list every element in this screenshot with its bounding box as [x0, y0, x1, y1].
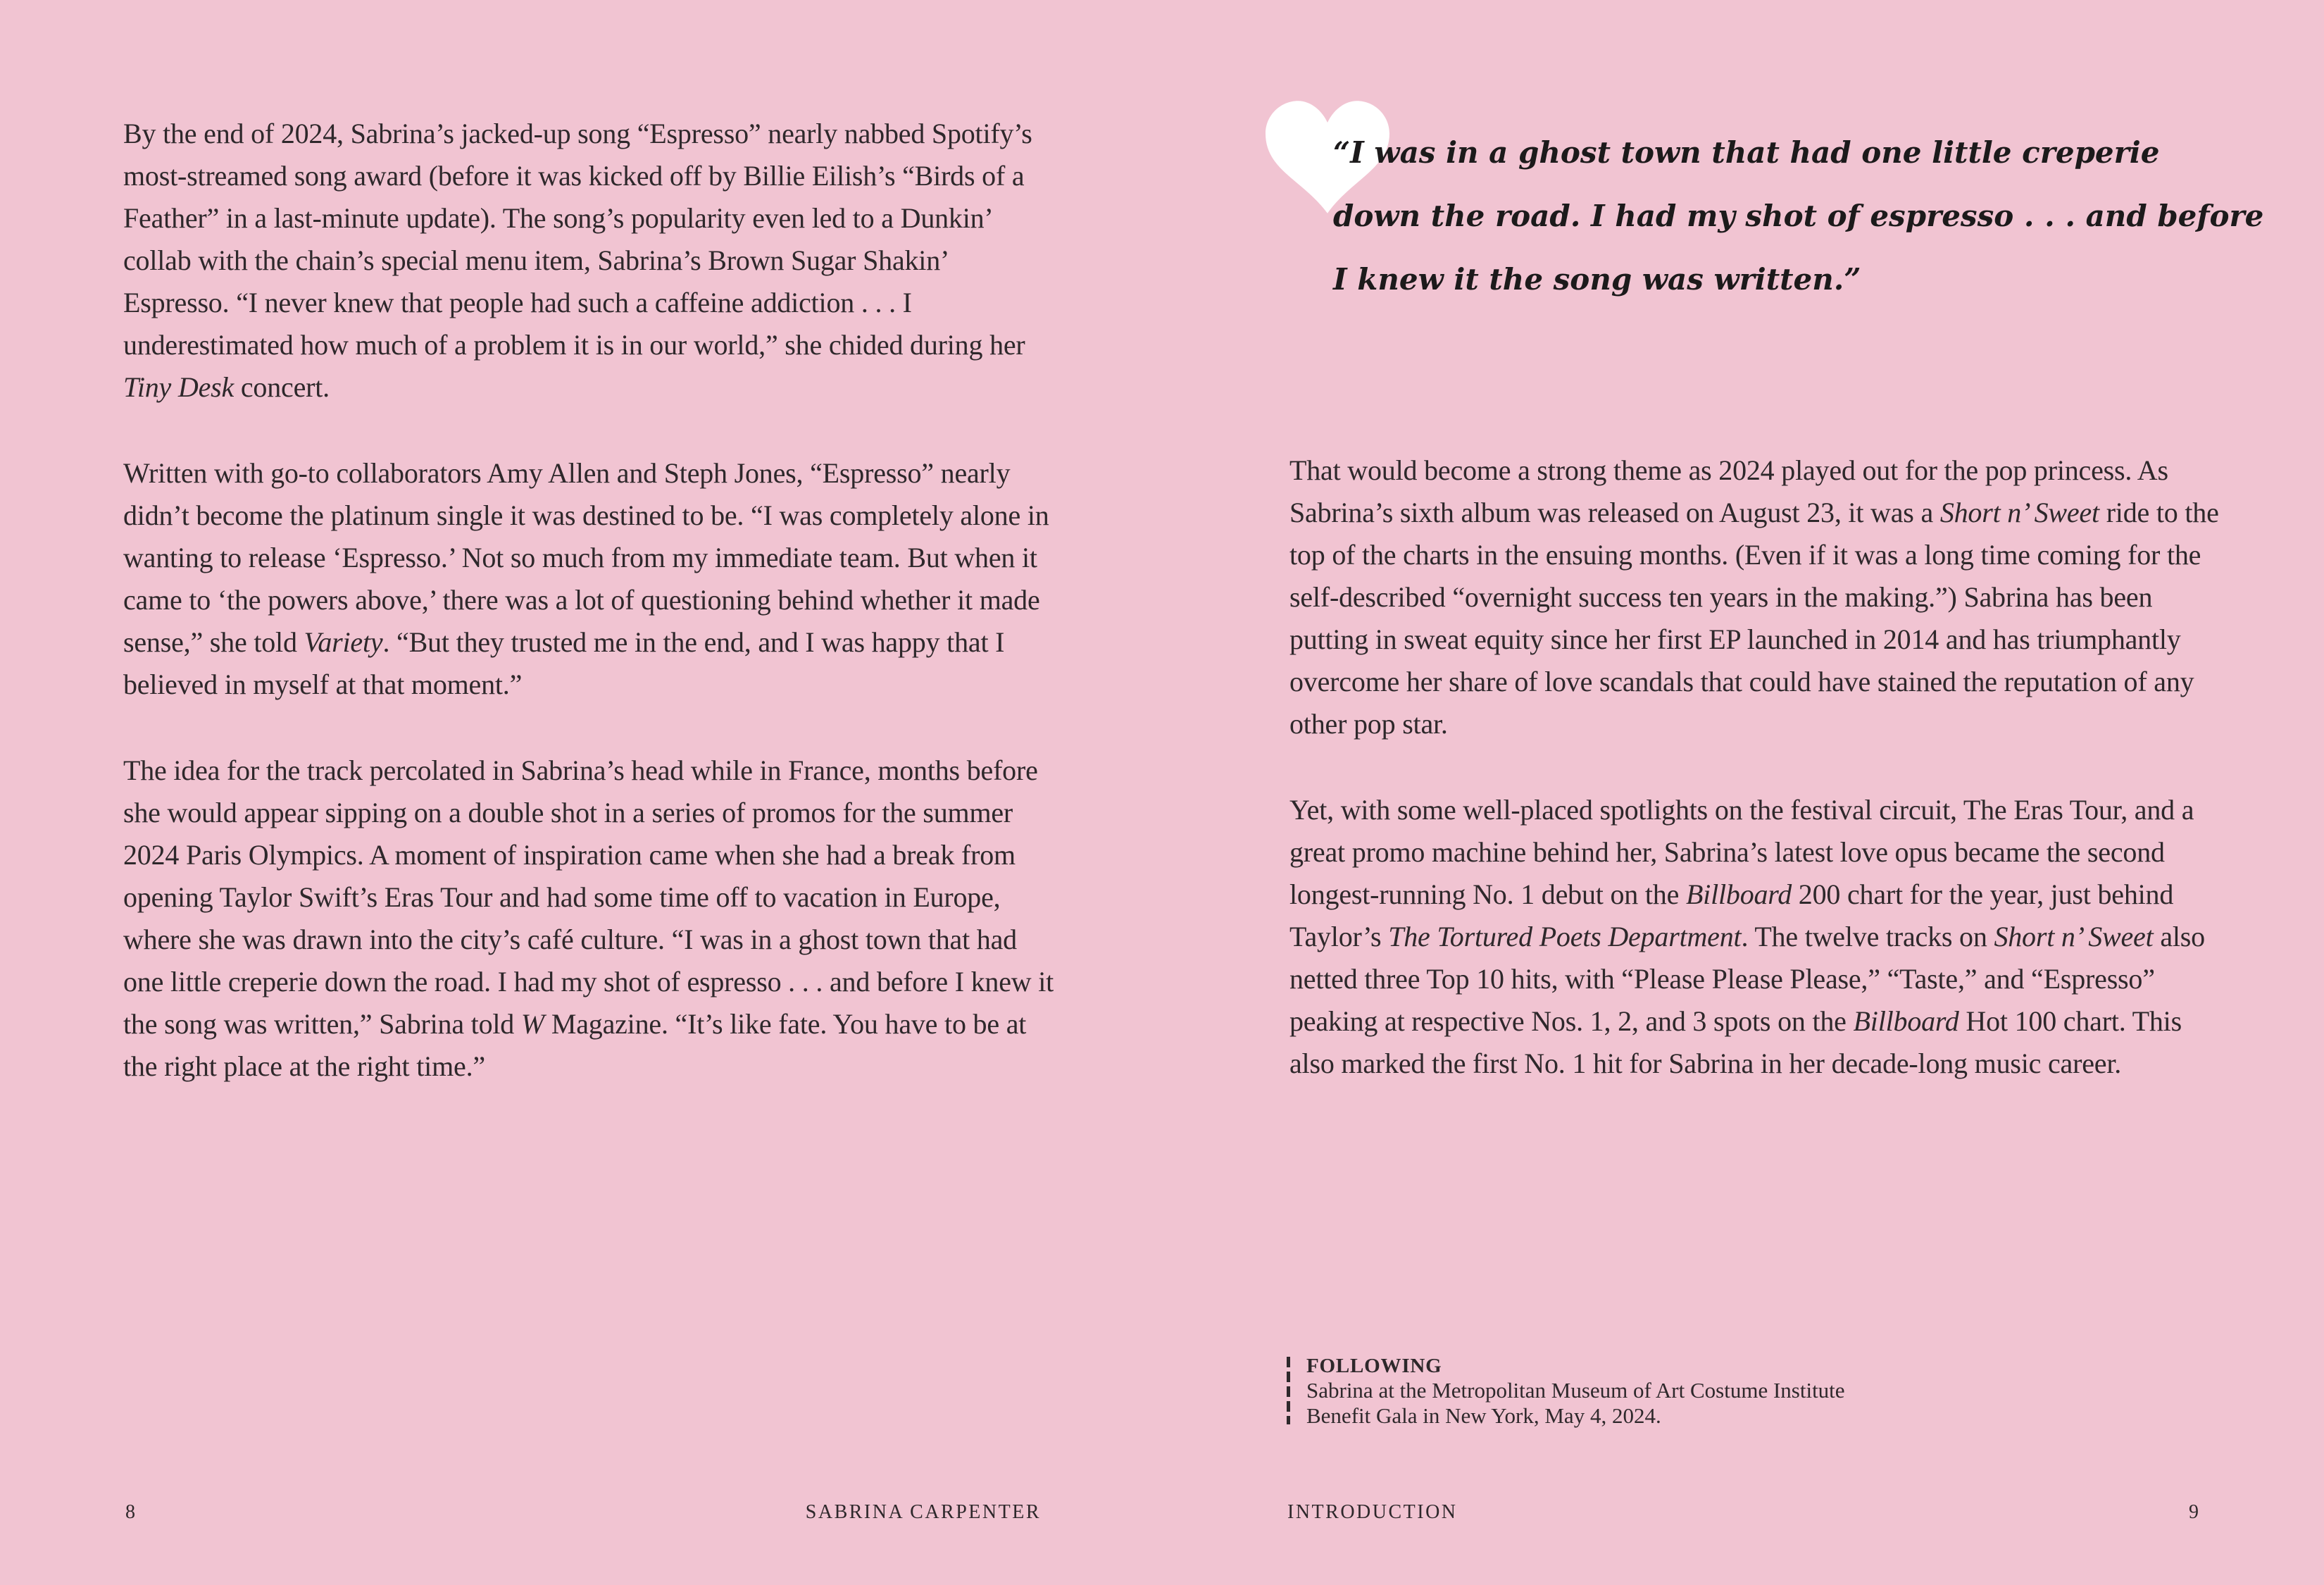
text-run: . “But they trusted me in the end, and I was happy that I believed in myself at that moment.”	[123, 626, 1005, 700]
body-paragraph	[1289, 789, 2226, 1085]
italic-text-run: Short n’ Sweet	[1939, 497, 2099, 528]
text-run: That would become a strong theme as 2024 played out for the pop princess. As Sabrina’s sixth album was released on August 23, it was a	[1289, 454, 2168, 528]
text-run: Hot 100 chart. This also marked the first No. 1 hit for Sabrina in her decade-long music career.	[1289, 1005, 2182, 1079]
running-head-left: SABRINA CARPENTER	[805, 1501, 1041, 1523]
italic-text-run: Variety	[304, 626, 383, 658]
pull-quote-line: I knew it the song was written.”	[1333, 262, 1861, 297]
text-run: Written with go-to collaborators Amy Allen and Steph Jones, “Espresso” nearly didn’t become the platinum single it was destined to be. “I was completely alone in wanting to release ‘Espresso.’ Not so much from my immediate team. But when it came to ‘the powers above,’ there was a lot of questioning behind whether it made sense,” she told	[123, 457, 1049, 658]
text-run: 200 chart for the year, just behind Taylor’s	[1289, 878, 2174, 952]
pull-quote-line: down the road. I had my shot of espresso . . . and before	[1333, 199, 2264, 233]
italic-text-run: Billboard	[1853, 1005, 1959, 1037]
body-paragraph	[123, 750, 1060, 1088]
photo-caption	[1287, 1354, 1845, 1429]
left-page-body-text	[123, 113, 1060, 1131]
page-number-right: 9	[2189, 1501, 2199, 1523]
text-run: The idea for the track percolated in Sabrina’s head while in France, months before she would appear sipping on a double shot in a series of promos for the summer 2024 Paris Olympics. A moment of inspiration came when she had a break from opening Taylor Swift’s Eras Tour and had some time off to vacation in Europe, where she was drawn into the city’s café culture. “I was in a ghost town that had one little creperie down the road. I had my shot of espresso . . . and before I knew it the song was written,” Sabrina told	[123, 754, 1054, 1040]
text-run: Magazine. “It’s like fate. You have to be at the right place at the right time.”	[123, 1008, 1027, 1082]
italic-text-run: Short n’ Sweet	[1994, 921, 2154, 952]
body-paragraph	[1289, 449, 2226, 745]
italic-text-run: The Tortured Poets Department	[1388, 921, 1742, 952]
italic-text-run: Billboard	[1685, 878, 1792, 910]
caption-text	[1306, 1378, 1845, 1429]
text-run: . The twelve tracks on	[1741, 921, 1994, 952]
caption-dashed-rule	[1287, 1357, 1290, 1424]
body-paragraph	[123, 113, 1060, 409]
text-run: ride to the top of the charts in the ensuing months. (Even if it was a long time coming for the self-described “overnight success ten years in the making.”) Sabrina has been putting in sweat equity since her first EP launched in 2014 and has triumphantly overcome her share of love scandals that could have stained the reputation of any other pop star.	[1289, 497, 2219, 740]
pull-quote-line: “I was in a ghost town that had one little creperie	[1333, 135, 2160, 170]
running-head-right: INTRODUCTION	[1287, 1501, 1458, 1523]
caption-line: Benefit Gala in New York, May 4, 2024.	[1306, 1403, 1661, 1428]
italic-text-run: Tiny Desk	[123, 371, 235, 403]
pull-quote	[1333, 121, 2264, 311]
text-run: concert.	[234, 371, 330, 403]
right-page-body-text	[1289, 449, 2226, 1129]
text-run: Yet, with some well-placed spotlights on the festival circuit, The Eras Tour, and a great promo machine behind her, Sabrina’s latest love opus became the second longest-running No. 1 debut on the	[1289, 794, 2194, 910]
page-number-left: 8	[125, 1501, 135, 1523]
caption-label: FOLLOWING	[1306, 1355, 1442, 1377]
text-run: By the end of 2024, Sabrina’s jacked-up song “Espresso” nearly nabbed Spotify’s most-streamed song award (before it was kicked off by Billie Eilish’s “Birds of a Feather” in a last-minute update). The song’s popularity even led to a Dunkin’ collab with the chain’s special menu item, Sabrina’s Brown Sugar Shakin’ Espresso. “I never knew that people had such a caffeine addiction . . . I underestimated how much of a problem it is in our world,” she chided during her	[123, 118, 1032, 361]
caption-line: Sabrina at the Metropolitan Museum of Art Costume Institute	[1306, 1378, 1845, 1403]
body-paragraph	[123, 452, 1060, 706]
text-run: also netted three Top 10 hits, with “Please Please Please,” “Taste,” and “Espresso” peaking at respective Nos. 1, 2, and 3 spots on the	[1289, 921, 2205, 1037]
italic-text-run: W	[520, 1008, 545, 1040]
